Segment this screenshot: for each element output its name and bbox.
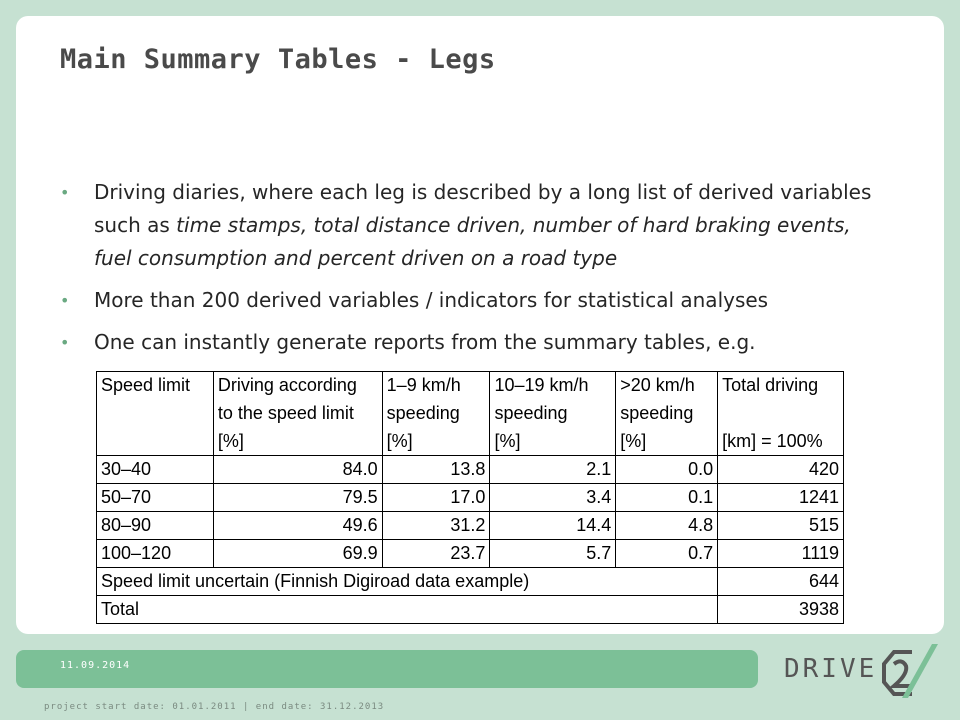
table-row	[97, 484, 844, 512]
table-cell: 4.8	[616, 512, 718, 540]
table-header-cell: speeding	[490, 400, 616, 428]
table-header-cell: [km] = 100%	[718, 428, 844, 456]
table-header-row	[97, 428, 844, 456]
table-header-cell: Speed limit	[97, 372, 214, 400]
bullet-item-3	[60, 326, 880, 359]
table-header-cell: Driving according	[213, 372, 382, 400]
table-cell: 14.4	[490, 512, 616, 540]
table-cell: 13.8	[382, 456, 490, 484]
bullet-list	[60, 176, 880, 368]
table-header-cell: [%]	[382, 428, 490, 456]
table-cell: 5.7	[490, 540, 616, 568]
table-cell: 0.1	[616, 484, 718, 512]
table-header-row	[97, 372, 844, 400]
logo-text: DRIVE	[784, 654, 878, 684]
bullet-text-italic: time stamps, total distance driven, number of hard braking events, fuel consumption and percent driven on a road type	[94, 213, 851, 270]
table-cell: 17.0	[382, 484, 490, 512]
table-cell: 80–90	[97, 512, 214, 540]
table-cell: 420	[718, 456, 844, 484]
bullet-text: More than 200 derived variables / indicators for statistical analyses	[94, 288, 769, 312]
drive-c2-logo	[780, 642, 940, 702]
table-row-uncertain	[97, 568, 844, 596]
table-cell: 84.0	[213, 456, 382, 484]
bullet-item-2	[60, 284, 880, 317]
table-row-total	[97, 596, 844, 624]
footer-bar	[16, 650, 758, 688]
table-cell-value: 644	[718, 568, 844, 596]
table-cell: 3.4	[490, 484, 616, 512]
table-header-row	[97, 400, 844, 428]
table-cell: 50–70	[97, 484, 214, 512]
bullet-text: One can instantly generate reports from the summary tables, e.g.	[94, 330, 756, 354]
c2-logo-icon	[780, 642, 940, 702]
table-cell: 0.0	[616, 456, 718, 484]
bullet-text: Driving diaries, where each leg is described by a long list of derived variables such as	[94, 180, 872, 237]
project-dates: project start date: 01.01.2011 | end date: 31.12.2013	[44, 702, 385, 712]
table-row	[97, 540, 844, 568]
table-header-cell: to the speed limit	[213, 400, 382, 428]
table-header-cell: [%]	[616, 428, 718, 456]
table-row	[97, 512, 844, 540]
table-header-cell: Total driving	[718, 372, 844, 400]
table-cell: 1241	[718, 484, 844, 512]
table-header-cell: 1–9 km/h	[382, 372, 490, 400]
table-cell: 23.7	[382, 540, 490, 568]
table-cell-value: 3938	[718, 596, 844, 624]
table-cell: 30–40	[97, 456, 214, 484]
table-cell: 69.9	[213, 540, 382, 568]
table-cell: 1119	[718, 540, 844, 568]
table-header-cell	[97, 400, 214, 428]
speed-summary-table	[96, 371, 844, 624]
table-cell: 49.6	[213, 512, 382, 540]
table-header-cell	[97, 428, 214, 456]
table-header-cell: 10–19 km/h	[490, 372, 616, 400]
footer-date: 11.09.2014	[60, 660, 131, 671]
table-cell: 79.5	[213, 484, 382, 512]
table-header-cell: [%]	[213, 428, 382, 456]
table-header-cell: speeding	[382, 400, 490, 428]
bullet-icon: •	[60, 291, 70, 310]
table-cell: 515	[718, 512, 844, 540]
table-cell-label: Speed limit uncertain (Finnish Digiroad data example)	[97, 568, 718, 596]
table-header-cell: >20 km/h	[616, 372, 718, 400]
table-cell-label: Total	[97, 596, 718, 624]
table-cell: 100–120	[97, 540, 214, 568]
table-cell: 2.1	[490, 456, 616, 484]
table-header-cell	[718, 400, 844, 428]
table-header-cell: [%]	[490, 428, 616, 456]
table-cell: 31.2	[382, 512, 490, 540]
table-cell: 0.7	[616, 540, 718, 568]
table-row	[97, 456, 844, 484]
page-title: Main Summary Tables - Legs	[60, 44, 496, 75]
bullet-icon: •	[60, 183, 70, 202]
bullet-item-1	[60, 176, 880, 275]
bullet-icon: •	[60, 333, 70, 352]
table-header-cell: speeding	[616, 400, 718, 428]
